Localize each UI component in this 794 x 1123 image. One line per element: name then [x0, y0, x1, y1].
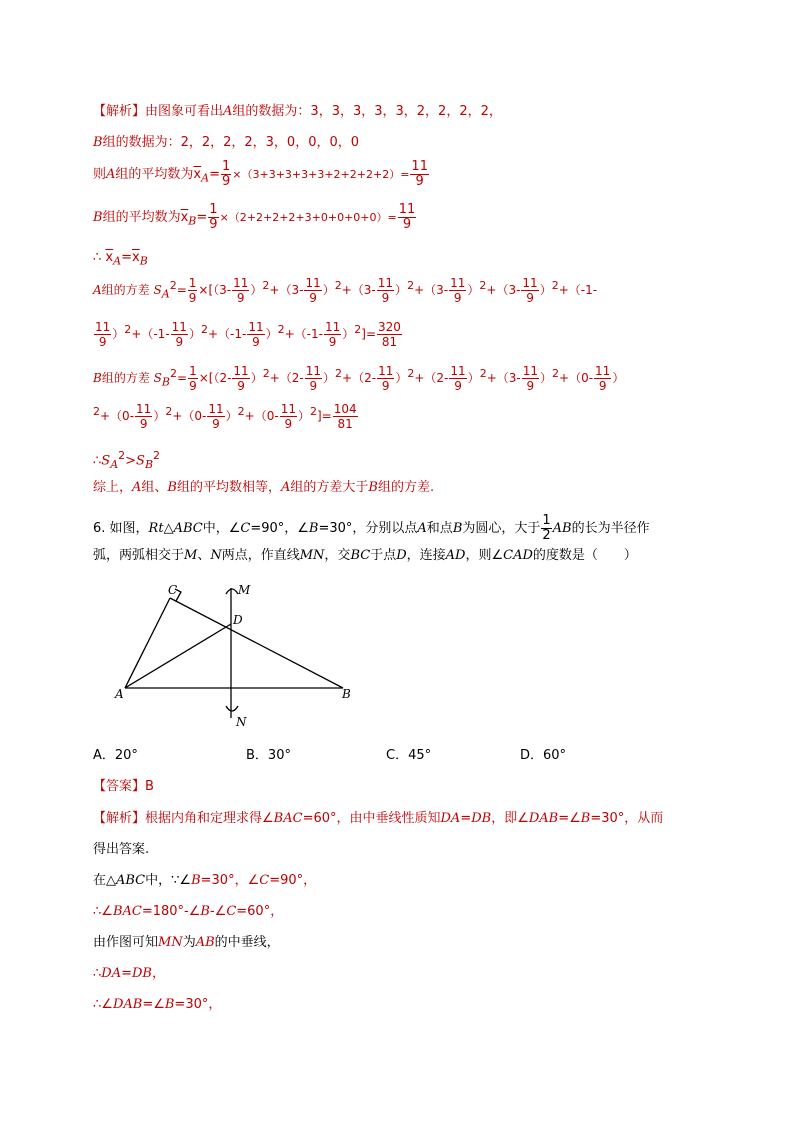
- subscript: A: [113, 254, 122, 268]
- superscript: 2: [262, 367, 270, 380]
- label-c: C: [168, 583, 178, 597]
- text: =30°，分别以点: [318, 521, 418, 536]
- variance-a-line-1: [93, 276, 597, 305]
- denominator: 9: [236, 291, 245, 305]
- math-var: AB: [195, 935, 215, 950]
- expression: ]=: [316, 409, 332, 423]
- denominator: 9: [209, 217, 218, 232]
- math-var: N: [210, 548, 222, 563]
- math-var: DB: [132, 966, 152, 981]
- therefore-symbol: ∴: [93, 250, 102, 265]
- math-var: M: [184, 548, 198, 563]
- fraction: [541, 514, 551, 543]
- superscript: 2: [170, 367, 177, 380]
- group-b: B: [93, 135, 103, 150]
- math-var: B: [580, 811, 591, 826]
- equals: =: [209, 167, 220, 182]
- numerator: 11: [522, 364, 538, 378]
- text: 组、: [141, 480, 168, 495]
- text: 中，∠: [202, 521, 241, 536]
- subscript: A: [201, 171, 210, 185]
- superscript: 2: [334, 279, 342, 292]
- paren: ）: [250, 283, 263, 297]
- numerator: 11: [377, 276, 394, 290]
- arc-m: [226, 589, 238, 594]
- numerator: 320: [378, 320, 401, 334]
- denominator: 9: [309, 291, 317, 305]
- math-var: ABC: [173, 521, 203, 536]
- expression: ×[（2-: [198, 371, 232, 385]
- fraction: [521, 276, 538, 305]
- text: 于点: [370, 548, 397, 563]
- fraction: [94, 320, 111, 349]
- x-bar: $\overline{x}$: [105, 250, 114, 265]
- expression: ×[（3-: [198, 283, 232, 297]
- denominator: 9: [453, 291, 462, 305]
- paren: ）: [540, 371, 553, 385]
- denominator: 9: [284, 417, 293, 431]
- numerator: 11: [233, 364, 249, 378]
- math-var: D: [396, 548, 407, 563]
- superscript: 2: [407, 367, 415, 380]
- x-bar: $\overline{x}$: [180, 210, 189, 225]
- superscript: 2: [165, 405, 173, 418]
- math-var: BC: [350, 548, 371, 563]
- superscript: 2: [262, 279, 270, 292]
- equals: =: [176, 283, 187, 297]
- numerator: 1: [189, 364, 197, 378]
- text: 的度数是（ ）: [532, 548, 637, 563]
- paren: ）: [467, 283, 480, 297]
- expression: +（-1-: [558, 283, 598, 297]
- numerator: 11: [233, 276, 249, 290]
- paren: ）: [342, 327, 355, 341]
- group-a: A: [223, 104, 233, 119]
- math-var: DB: [471, 811, 492, 826]
- numerator: 1: [542, 513, 551, 528]
- superscript: 2: [200, 323, 208, 336]
- math-var: MN: [299, 548, 325, 563]
- question-6-line-2: [93, 548, 637, 564]
- step-3: [93, 935, 280, 951]
- denominator: 9: [189, 379, 197, 393]
- superscript: 2: [153, 449, 161, 462]
- option-d: D．60°: [520, 748, 567, 763]
- numerator: 11: [595, 364, 611, 378]
- paren: ）: [225, 409, 238, 423]
- denominator: 2: [542, 528, 551, 543]
- math-var: C: [240, 521, 251, 536]
- variance-b-line-2: [93, 402, 359, 431]
- expression: +（3-: [486, 371, 521, 385]
- math-var: DAB: [528, 811, 559, 826]
- expression: +（3-: [414, 283, 449, 297]
- numerator: 1: [188, 276, 197, 290]
- denominator: 9: [415, 174, 424, 189]
- denominator: 9: [237, 379, 245, 393]
- text: 组的方差大于: [290, 480, 369, 495]
- text: =90°，: [269, 873, 317, 888]
- math-var: Rt: [148, 521, 164, 536]
- math-var: C: [226, 904, 237, 919]
- math-var: BAC: [273, 811, 303, 826]
- triangle-figure: [110, 580, 360, 730]
- paren: ）: [112, 327, 125, 341]
- math-var: AB: [552, 521, 572, 536]
- fraction: [398, 203, 417, 232]
- expression: +（3-: [269, 283, 304, 297]
- denominator: 9: [402, 217, 412, 232]
- text: ，即∠: [491, 811, 529, 826]
- variance-compare-line: [93, 448, 160, 473]
- superscript: 2: [309, 405, 317, 418]
- superscript: 2: [93, 405, 100, 418]
- text: ，则∠: [465, 548, 504, 563]
- text: ，: [151, 966, 165, 981]
- text: ，连接: [406, 548, 446, 563]
- expression: +（2-: [414, 371, 449, 385]
- math-var: C: [259, 873, 270, 888]
- expression: ×（3+3+3+3+3+2+2+2+2）=: [232, 168, 410, 181]
- denominator: 9: [252, 335, 260, 349]
- group-a: A: [132, 480, 142, 495]
- subscript: B: [188, 214, 197, 228]
- math-var: B: [308, 521, 319, 536]
- therefore-symbol: ∴: [93, 453, 102, 469]
- denominator: 81: [337, 417, 353, 431]
- denominator: 9: [381, 379, 390, 393]
- group-b: B: [368, 480, 378, 495]
- expression: +（2-: [342, 371, 377, 385]
- solution-line-1: [93, 104, 502, 120]
- answer-tag: 【答案】: [93, 779, 146, 794]
- group-b: B: [167, 480, 177, 495]
- fraction: [188, 276, 198, 305]
- equals: =: [177, 371, 188, 385]
- numerator: 11: [522, 276, 538, 290]
- expression: +（-1-: [284, 327, 323, 341]
- equals: =: [121, 250, 132, 265]
- numerator: 11: [305, 364, 322, 378]
- superscript: 2: [479, 367, 487, 380]
- group-a: A: [106, 167, 116, 182]
- mean-b-line: [93, 203, 417, 232]
- text: 组的平均数相等，: [176, 480, 281, 495]
- denominator: 9: [212, 417, 220, 431]
- numerator: 104: [333, 402, 357, 416]
- numerator: 11: [450, 364, 466, 378]
- s-symbol: S: [101, 453, 111, 469]
- paren: ）: [395, 371, 408, 385]
- fraction: [305, 364, 322, 393]
- greater-than: >: [125, 453, 137, 469]
- text: 组的方差: [101, 371, 150, 385]
- denominator: 9: [309, 379, 318, 393]
- expression: +（2-: [269, 371, 304, 385]
- denominator: 9: [188, 291, 197, 305]
- superscript: 2: [124, 323, 132, 336]
- fraction: [522, 364, 539, 393]
- text: 两点，作直线: [221, 548, 300, 563]
- expression: +（0-: [172, 409, 207, 423]
- numerator: 11: [208, 402, 224, 416]
- group-b: B: [93, 371, 102, 385]
- numerator: 1: [209, 202, 218, 217]
- expression: +（0-: [244, 409, 279, 423]
- numerator: 1: [221, 159, 231, 174]
- text: =30°，: [174, 997, 222, 1012]
- step-5: [93, 997, 221, 1013]
- paren: ）: [539, 283, 552, 297]
- numerator: 11: [450, 276, 466, 290]
- fraction: [410, 160, 429, 189]
- math-var: DA: [101, 966, 122, 981]
- label-a: A: [115, 687, 124, 701]
- subscript: B: [144, 457, 154, 471]
- math-var: DAB: [112, 997, 143, 1012]
- fraction: [221, 160, 231, 189]
- text: 和点: [426, 521, 453, 536]
- numerator: 11: [248, 320, 264, 334]
- label-b: B: [342, 687, 351, 701]
- math-var: AD: [445, 548, 466, 563]
- text: 组的方差.: [377, 480, 435, 495]
- text: 综上，: [93, 480, 133, 495]
- text: 由图象可看出: [145, 104, 224, 119]
- math-var: A: [417, 521, 427, 536]
- text: =90°，∠: [250, 521, 309, 536]
- math-var: BAC: [112, 904, 142, 919]
- fraction: [594, 364, 611, 393]
- answer-line: [93, 779, 154, 795]
- math-var: CAD: [503, 548, 533, 563]
- expression: +（-1-: [207, 327, 247, 341]
- text: 为圆心，大于: [462, 521, 541, 536]
- superscript: 2: [354, 323, 362, 336]
- question-6-line-1: [93, 514, 650, 543]
- variance-a-line-2: [93, 320, 403, 349]
- subscript: A: [161, 287, 170, 301]
- step-1: [93, 873, 316, 889]
- text: ，交: [324, 548, 351, 563]
- superscript: 2: [118, 449, 126, 462]
- text: ∴∠: [93, 997, 113, 1012]
- analysis-tag: 【解析】: [93, 811, 146, 826]
- math-var: B: [191, 873, 201, 888]
- equals: =: [460, 811, 472, 826]
- text: =30°，∠: [200, 873, 260, 888]
- numerator: 11: [95, 320, 111, 334]
- denominator: 9: [139, 417, 148, 431]
- denominator: 9: [454, 379, 462, 393]
- paren: ）: [153, 409, 166, 423]
- text: =60°，由中垂线性质知: [302, 811, 441, 826]
- text: 组的平均数为: [102, 210, 181, 225]
- text: 中，∵∠: [145, 873, 192, 888]
- expression: +（-1-: [131, 327, 170, 341]
- numerator: 11: [324, 320, 341, 334]
- denominator: 9: [526, 291, 534, 305]
- triangle-symbol: △: [163, 521, 174, 536]
- text: =30°，从而: [590, 811, 664, 826]
- math-var: B: [200, 904, 210, 919]
- paren: ）: [265, 327, 278, 341]
- expression: ×（2+2+2+2+3+0+0+0+0）=: [219, 211, 397, 224]
- variance-b-line-1: [93, 364, 624, 393]
- explanation-line-1: [93, 811, 663, 827]
- denominator: 9: [221, 174, 231, 189]
- denominator: 9: [381, 291, 390, 305]
- superscript: 2: [407, 279, 415, 292]
- fraction: [171, 320, 188, 349]
- fraction: [324, 320, 341, 349]
- option-b: B．30°: [246, 748, 291, 763]
- mean-a-line: [93, 160, 430, 189]
- expression: +（3-: [341, 283, 376, 297]
- text: 组的平均数为: [115, 167, 194, 182]
- math-var: B: [164, 997, 175, 1012]
- denominator: 9: [98, 335, 107, 349]
- numerator: 11: [378, 364, 394, 378]
- fraction: [377, 276, 394, 305]
- text: -∠: [209, 904, 227, 919]
- text: 为: [182, 935, 196, 950]
- arc-n: [226, 706, 238, 711]
- fraction: [135, 402, 152, 431]
- paren: ）: [188, 327, 201, 341]
- text: ∴∠: [93, 904, 113, 919]
- text: 在△: [93, 873, 116, 888]
- fraction: [232, 276, 249, 305]
- expression: +（0-: [559, 371, 594, 385]
- denominator: 9: [175, 335, 184, 349]
- numerator: 11: [398, 202, 416, 217]
- text: 的长为半径作: [571, 521, 650, 536]
- subscript: B: [161, 375, 170, 389]
- text: 的中垂线，: [214, 935, 280, 950]
- numerator: 11: [136, 402, 152, 416]
- text: 组的数据为：3，3，3，3，3，2，2，2，2，: [232, 104, 502, 119]
- text: 组的方差: [101, 283, 150, 297]
- group-a: A: [93, 283, 102, 297]
- fraction: [377, 364, 394, 393]
- denominator: 9: [328, 335, 337, 349]
- step-4: [93, 966, 165, 982]
- x-bar: $\overline{x}$: [193, 167, 202, 182]
- fraction: [280, 402, 297, 431]
- option-c: C．45°: [386, 748, 432, 763]
- denominator: 9: [598, 379, 607, 393]
- paren: ）: [322, 283, 335, 297]
- text: 组的数据为：2，2，2，2，3，0，0，0，0: [102, 135, 360, 150]
- denominator: 81: [381, 335, 398, 349]
- option-a: A．20°: [93, 748, 138, 763]
- fraction: [188, 364, 198, 393]
- therefore-symbol: ∴: [93, 966, 102, 981]
- fraction: [449, 276, 466, 305]
- expression: +（0-: [100, 409, 135, 423]
- superscript: 2: [277, 323, 285, 336]
- s-symbol: S: [136, 453, 145, 469]
- solution-line-2: [93, 135, 359, 151]
- expression: +（3-: [486, 283, 521, 297]
- explanation-line-2: 得出答案.: [93, 842, 150, 857]
- text: 、: [197, 548, 211, 563]
- fraction: [377, 320, 402, 349]
- text: =∠: [142, 997, 165, 1012]
- x-bar: $\overline{x}$: [131, 250, 140, 265]
- s-symbol: S: [153, 283, 162, 297]
- text: =∠: [558, 811, 581, 826]
- fraction: [208, 203, 218, 232]
- math-var: DA: [440, 811, 461, 826]
- conclusion-line: [93, 480, 434, 496]
- text: 由作图可知: [93, 935, 159, 950]
- superscript: 2: [169, 279, 177, 292]
- fraction: [449, 364, 466, 393]
- superscript: 2: [479, 279, 487, 292]
- analysis-tag: 【解析】: [93, 104, 146, 119]
- superscript: 2: [552, 367, 560, 380]
- fraction: [207, 402, 224, 431]
- denominator: 9: [526, 379, 535, 393]
- math-var: MN: [158, 935, 183, 950]
- numerator: 11: [280, 402, 296, 416]
- group-a: A: [281, 480, 291, 495]
- fraction: [304, 276, 321, 305]
- fraction: [247, 320, 264, 349]
- text: 弧，两弧相交于: [93, 548, 185, 563]
- superscript: 2: [237, 405, 245, 418]
- question-number: 6. 如图，: [93, 521, 149, 536]
- means-equal-line: [93, 250, 148, 270]
- paren: ）: [250, 371, 263, 385]
- math-var: ABC: [116, 873, 146, 888]
- equals: =: [121, 966, 132, 981]
- superscript: 2: [551, 279, 559, 292]
- paren: ）: [297, 409, 310, 423]
- numerator: 11: [171, 320, 187, 334]
- numerator: 11: [305, 276, 321, 290]
- math-var: B: [452, 521, 463, 536]
- label-n: N: [236, 715, 247, 729]
- side-cb: [170, 598, 343, 688]
- numerator: 11: [411, 159, 428, 174]
- expression: ]=: [361, 327, 377, 341]
- fraction: [333, 402, 358, 431]
- paren: ）: [323, 371, 336, 385]
- text: =60°，: [236, 904, 284, 919]
- text: 则: [93, 167, 107, 182]
- answer-value: B: [145, 779, 154, 794]
- paren: ）: [467, 371, 480, 385]
- label-m: M: [238, 583, 251, 597]
- fraction: [232, 364, 249, 393]
- superscript: 2: [335, 367, 343, 380]
- group-b: B: [93, 210, 103, 225]
- subscript: B: [139, 254, 148, 268]
- subscript: A: [110, 457, 119, 471]
- paren: ）: [612, 371, 625, 385]
- text: =180°-∠: [141, 904, 201, 919]
- text: 根据内角和定理求得∠: [145, 811, 274, 826]
- label-d: D: [233, 613, 243, 627]
- s-symbol: S: [153, 371, 162, 385]
- equals: =: [196, 210, 208, 225]
- paren: ）: [395, 283, 408, 297]
- step-2: [93, 904, 283, 920]
